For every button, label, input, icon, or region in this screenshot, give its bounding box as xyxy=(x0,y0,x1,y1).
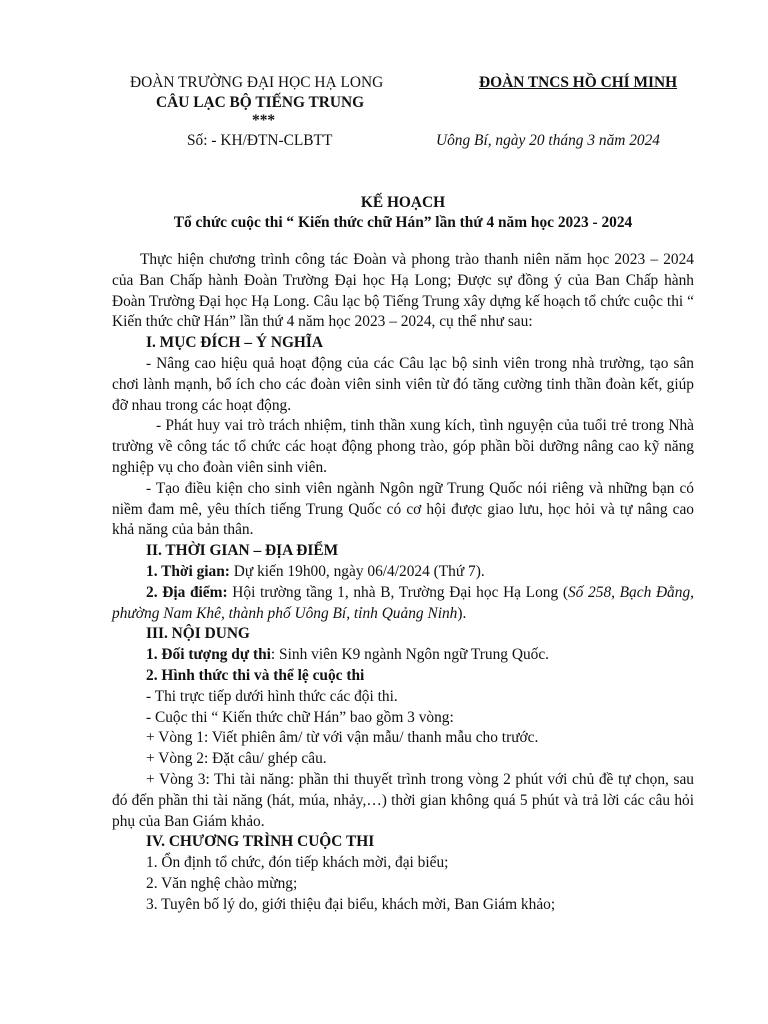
org-name: ĐOÀN TRƯỜNG ĐẠI HỌC HẠ LONG xyxy=(130,74,384,91)
paragraph: - Phát huy vai trò trách nhiệm, tinh thần xung kích, tình nguyện của tuổi trẻ trong Nhà trường về công tác tổ chức các hoạt động phong trào, góp phần bồi dưỡng nâng cao kỹ năng nghiệp vụ cho đoàn viên sinh viên. xyxy=(112,417,694,476)
subsection-heading: 2. Hình thức thi và thể lệ cuộc thi xyxy=(146,666,365,684)
program-item: 3. Tuyên bố lý do, giới thiệu đại biểu, khách mời, Ban Giám khảo; xyxy=(146,895,556,913)
time-label: 1. Thời gian: xyxy=(146,562,230,580)
section-heading: II. THỜI GIAN – ĐỊA ĐIỂM xyxy=(146,542,339,560)
section-heading: III. NỘI DUNG xyxy=(146,625,250,643)
document-date: Uông Bí, ngày 20 tháng 3 năm 2024 xyxy=(436,132,661,149)
place-line xyxy=(112,583,694,625)
target-line xyxy=(112,645,694,666)
document-number: Số: - KH/ĐTN-CLBTT xyxy=(187,132,333,149)
paragraph: - Tạo điều kiện cho sinh viên ngành Ngôn ngữ Trung Quốc nói riêng và những bạn có niềm đam mê, yêu thích tiếng Trung Quốc có cơ hội được giao lưu, học hỏi và tự nâng cao khả năng của bản thân. xyxy=(112,479,694,539)
rule-line: + Vòng 2: Đặt câu/ ghép câu. xyxy=(146,750,327,768)
time-value: Dự kiến 19h00, ngày 06/4/2024 (Thứ 7). xyxy=(229,562,485,580)
program-item: 1. Ổn định tổ chức, đón tiếp khách mời, đại biểu; xyxy=(146,854,449,872)
section-heading: I. MỤC ĐÍCH – Ý NGHĨA xyxy=(146,334,323,352)
section-heading: IV. CHƯƠNG TRÌNH CUỘC THI xyxy=(146,833,375,851)
place-value: Hội trường tầng 1, nhà B, Trường Đại học Hạ Long ( xyxy=(227,583,568,601)
rule-line: - Cuộc thi “ Kiến thức chữ Hán” bao gồm 3 vòng: xyxy=(146,708,454,726)
program-item: 2. Văn nghệ chào mừng; xyxy=(146,874,298,892)
place-address: Số 258, Bạch Đằng, phường Nam Khê, thành phố Uông Bí, tỉnh Quảng Ninh xyxy=(112,583,694,622)
target-value: : Sinh viên K9 ngành Ngôn ngữ Trung Quốc. xyxy=(270,646,550,664)
header-stars: *** xyxy=(252,112,276,129)
place-label: 2. Địa điểm: xyxy=(146,583,228,601)
club-name: CÂU LẠC BỘ TIẾNG TRUNG xyxy=(156,94,365,111)
intro-paragraph: Thực hiện chương trình công tác Đoàn và phong trào thanh niên năm học 2023 – 2024 của Ban Chấp hành Đoàn Trường Đại học Hạ Long; Được sự đồng ý của Ban Chấp hành Đoàn Trường Đại học Hạ Long. Câu lạc bộ Tiếng Trung xây dựng kế hoạch tổ chức cuộc thi “ Kiến thức chữ Hán” lần thứ 4 năm học 2023 – 2024, cụ thể như sau: xyxy=(112,251,694,331)
rule-line: + Vòng 3: Thi tài năng: phần thi thuyết trình trong vòng 2 phút với chủ đề tự chọn, sau đó đến phần thi tài năng (hát, múa, nhảy,…) thời gian không quá 5 phút và trả lời các câu hỏi phụ của Ban Giám khảo. xyxy=(112,770,694,830)
document-title: KẾ HOẠCH xyxy=(360,194,446,211)
target-label: 1. Đối tượng dự thi xyxy=(146,646,271,664)
rule-line: + Vòng 1: Viết phiên âm/ từ với vận mẫu/ thanh mẫu cho trước. xyxy=(146,729,539,747)
paragraph: - Nâng cao hiệu quả hoạt động của các Câu lạc bộ sinh viên trong nhà trường, tạo sân chơi lành mạnh, bổ ích cho các đoàn viên sinh viên từ đó tăng cường tinh thần đoàn kết, giúp đỡ nhau trong các hoạt động. xyxy=(112,354,694,414)
rule-line: - Thi trực tiếp dưới hình thức các đội thi. xyxy=(146,687,398,705)
time-line xyxy=(112,562,694,583)
union-name: ĐOÀN TNCS HỒ CHÍ MINH xyxy=(479,74,678,91)
place-end: ). xyxy=(457,604,467,622)
document-subtitle: Tổ chức cuộc thi “ Kiến thức chữ Hán” lần thứ 4 năm học 2023 - 2024 xyxy=(173,214,633,231)
document-body xyxy=(112,250,694,916)
